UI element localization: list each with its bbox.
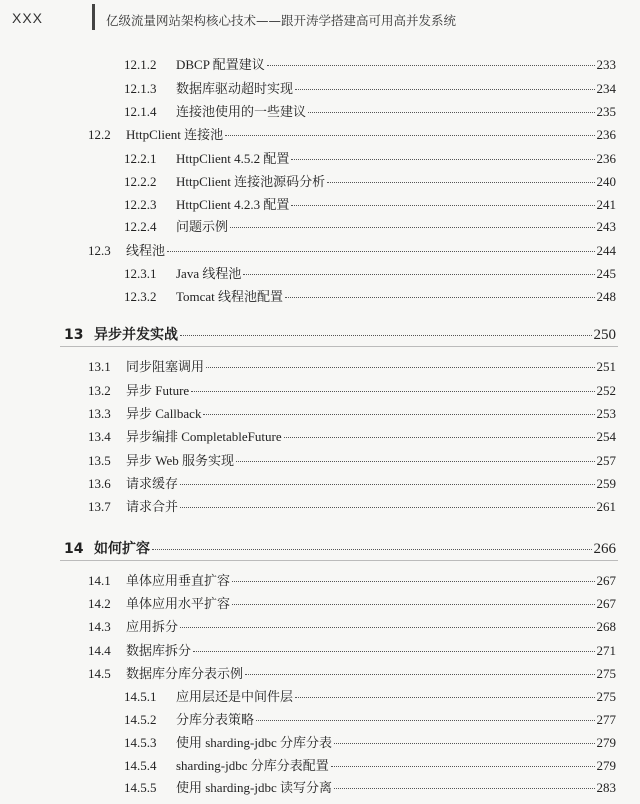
dot-leader (308, 112, 594, 113)
toc-number: 13.4 (88, 429, 111, 444)
toc-entry (88, 663, 616, 682)
toc-number: 13.5 (88, 453, 111, 468)
toc-number: 14.5.4 (124, 758, 157, 773)
dot-leader (203, 414, 594, 415)
toc-page: 236 (596, 151, 616, 166)
toc-number: 14.5.3 (124, 735, 157, 750)
dot-leader (232, 581, 594, 582)
toc-page: 235 (596, 104, 616, 119)
toc-number: 12.2.4 (124, 219, 157, 234)
dot-leader (191, 391, 594, 392)
toc-number: 12.1.3 (124, 81, 157, 96)
toc-title: Tomcat 线程池配置 (176, 289, 284, 304)
dot-leader (236, 461, 595, 462)
toc-page: 261 (596, 499, 616, 514)
dot-leader (291, 159, 594, 160)
toc-page: 251 (596, 359, 616, 374)
dot-leader (193, 651, 594, 652)
toc-title: 如何扩容 (94, 541, 150, 557)
book-title: 亿级流量网站架构核心技术——跟开涛学搭建高可用高并发系统 (106, 13, 457, 28)
toc-page: 244 (596, 243, 616, 258)
toc-number: 14.4 (88, 643, 111, 658)
toc-entry (88, 240, 616, 259)
toc-title: 问题示例 (176, 219, 229, 234)
toc-entry (124, 732, 616, 751)
toc-entry (124, 709, 616, 728)
toc-page: 277 (596, 712, 616, 727)
toc-entry (88, 593, 616, 612)
toc-number: 13.3 (88, 406, 111, 421)
toc-title: DBCP 配置建议 (176, 57, 265, 72)
dot-leader (284, 437, 595, 438)
toc-page: 241 (596, 197, 616, 212)
dot-leader (206, 367, 594, 368)
toc-title: 数据库分库分表示例 (126, 666, 244, 681)
toc-page: 266 (593, 541, 616, 557)
toc-title: 应用层还是中间件层 (176, 689, 294, 704)
dot-leader (334, 788, 595, 789)
toc-number: 12.1.4 (124, 104, 157, 119)
toc-title: 分库分表策略 (176, 712, 255, 727)
toc-title: 异步编排 CompletableFuture (126, 429, 282, 444)
toc-title: 异步 Callback (126, 406, 202, 421)
toc-entry (88, 640, 616, 659)
toc-number: 13.6 (88, 476, 111, 491)
toc-entry (124, 686, 616, 705)
dot-leader (180, 484, 594, 485)
toc-entry (124, 263, 616, 282)
toc-page: 259 (596, 476, 616, 491)
toc-title: 异步并发实战 (94, 327, 178, 343)
toc-number: 14.5.2 (124, 712, 157, 727)
toc-entry (88, 496, 616, 515)
toc-page: 245 (596, 266, 616, 281)
toc-page: 240 (596, 174, 616, 189)
dot-leader (243, 274, 594, 275)
toc-title: HttpClient 连接池 (126, 127, 224, 142)
toc-title: 使用 sharding-jdbc 分库分表 (176, 735, 332, 750)
toc-entry (124, 171, 616, 190)
toc-title: 连接池使用的一些建议 (176, 104, 307, 119)
dot-leader (232, 604, 594, 605)
toc-page: 243 (596, 219, 616, 234)
toc-page: 253 (596, 406, 616, 421)
toc-page: 248 (596, 289, 616, 304)
toc-page: 279 (596, 758, 616, 773)
toc-number: 12.3.2 (124, 289, 157, 304)
toc-entry (124, 777, 616, 796)
toc-number: 12.2.1 (124, 151, 157, 166)
toc-number: 14 (64, 541, 84, 557)
toc-page: 279 (596, 735, 616, 750)
chapter-divider (60, 560, 618, 561)
toc-number: 13.7 (88, 499, 111, 514)
dot-leader (167, 251, 594, 252)
toc-page: 252 (596, 383, 616, 398)
toc-title: 使用 sharding-jdbc 读写分离 (176, 780, 332, 795)
toc-page: 267 (596, 596, 616, 611)
toc-chapter (64, 324, 616, 344)
toc-entry (88, 426, 616, 445)
dot-leader (180, 335, 592, 336)
toc-title: 异步 Web 服务实现 (126, 453, 234, 468)
chapter-divider (60, 346, 618, 347)
toc-entry (124, 78, 616, 97)
toc-title: 单体应用水平扩容 (126, 596, 231, 611)
dot-leader (327, 182, 594, 183)
toc-number: 14.5.1 (124, 689, 157, 704)
dot-leader (267, 65, 595, 66)
toc-title: 请求缓存 (126, 476, 179, 491)
page-number: XXX (12, 10, 44, 26)
toc-page: 257 (596, 453, 616, 468)
toc-number: 14.5 (88, 666, 111, 681)
toc-number: 12.2.2 (124, 174, 157, 189)
toc-page: 250 (593, 327, 616, 343)
toc-entry (88, 450, 616, 469)
toc-title: 应用拆分 (126, 619, 179, 634)
toc-page: 275 (596, 666, 616, 681)
toc-page: 234 (596, 81, 616, 96)
toc-entry (124, 194, 616, 213)
toc-number: 13.2 (88, 383, 111, 398)
toc-page: 271 (596, 643, 616, 658)
toc-page: 283 (596, 780, 616, 795)
toc-page: 233 (596, 57, 616, 72)
toc-title: 线程池 (126, 243, 166, 258)
dot-leader (180, 627, 594, 628)
toc-title: HttpClient 4.5.2 配置 (176, 151, 290, 166)
toc-number: 14.5.5 (124, 780, 157, 795)
dot-leader (245, 674, 594, 675)
toc-number: 14.1 (88, 573, 111, 588)
toc-entry (88, 403, 616, 422)
dot-leader (256, 720, 594, 721)
dot-leader (285, 297, 594, 298)
toc-title: 同步阻塞调用 (126, 359, 205, 374)
toc-title: 单体应用垂直扩容 (126, 573, 231, 588)
toc-entry (124, 216, 616, 235)
toc-number: 13.1 (88, 359, 111, 374)
toc-entry (88, 124, 616, 143)
toc-page: 268 (596, 619, 616, 634)
toc-page: 267 (596, 573, 616, 588)
toc-entry (124, 286, 616, 305)
toc-number: 14.2 (88, 596, 111, 611)
toc-number: 12.3.1 (124, 266, 157, 281)
toc-title: sharding-jdbc 分库分表配置 (176, 758, 329, 773)
dot-leader (225, 135, 594, 136)
dot-leader (291, 205, 594, 206)
toc-entry (124, 101, 616, 120)
toc-entry (124, 148, 616, 167)
dot-leader (152, 549, 592, 550)
toc-entry (88, 616, 616, 635)
dot-leader (295, 89, 594, 90)
dot-leader (180, 507, 594, 508)
toc-title: 数据库拆分 (126, 643, 192, 658)
toc-page: 236 (596, 127, 616, 142)
dot-leader (230, 227, 594, 228)
toc-entry (88, 473, 616, 492)
toc-entry (88, 380, 616, 399)
toc-number: 13 (64, 327, 84, 343)
toc-title: Java 线程池 (176, 266, 242, 281)
toc-number: 12.1.2 (124, 57, 157, 72)
dot-leader (331, 766, 595, 767)
toc-title: 异步 Future (126, 383, 190, 398)
toc-number: 12.2 (88, 127, 111, 142)
toc-number: 12.2.3 (124, 197, 157, 212)
toc-entry (88, 356, 616, 375)
toc-entry (88, 570, 616, 589)
toc-title: 请求合并 (126, 499, 179, 514)
toc-chapter (64, 538, 616, 558)
toc-entry (124, 755, 616, 774)
dot-leader (334, 743, 595, 744)
toc-title: HttpClient 4.2.3 配置 (176, 197, 290, 212)
toc-number: 14.3 (88, 619, 111, 634)
toc-entry (124, 54, 616, 73)
toc-page: 275 (596, 689, 616, 704)
toc-number: 12.3 (88, 243, 111, 258)
toc-title: 数据库驱动超时实现 (176, 81, 294, 96)
toc-title: HttpClient 连接池源码分析 (176, 174, 326, 189)
dot-leader (295, 697, 594, 698)
toc-page: 254 (596, 429, 616, 444)
